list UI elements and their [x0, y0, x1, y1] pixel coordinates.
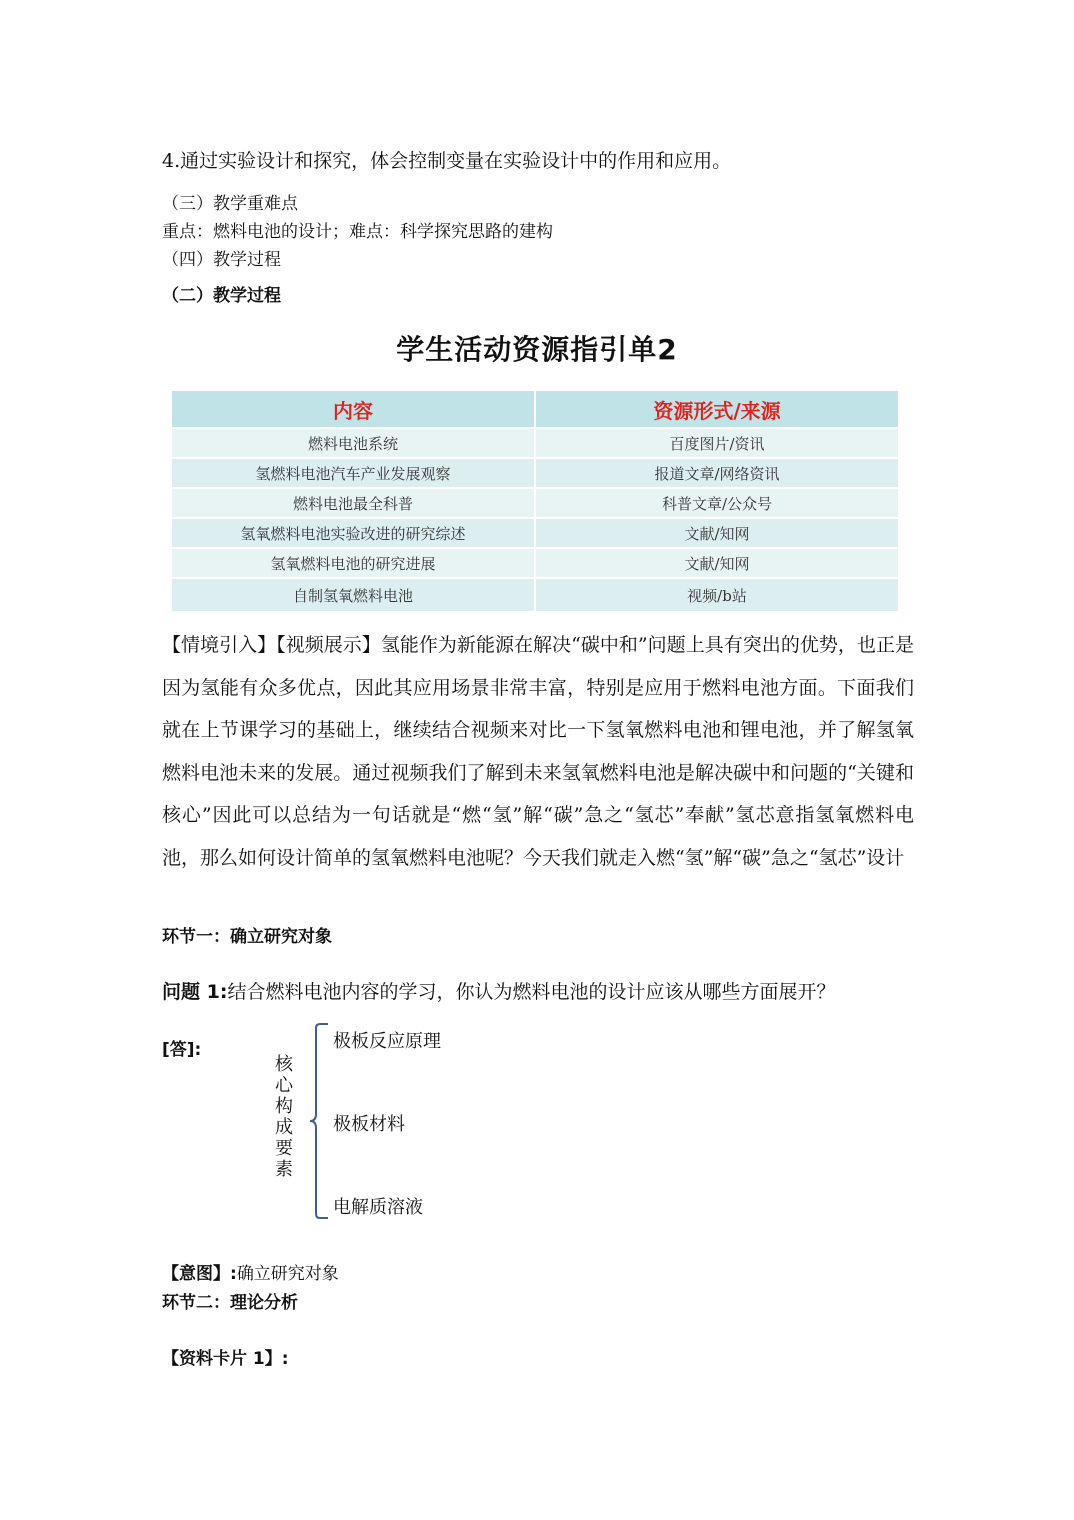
- brace-icon: [310, 1022, 334, 1220]
- key-difficulty-text: 重点：燃料电池的设计；难点：科学探究思路的建构: [162, 222, 553, 242]
- diagram-root-label: 核心构成要素: [275, 1054, 293, 1180]
- step2-heading: 环节二：理论分析: [162, 1293, 298, 1313]
- header-source: 资源形式/来源: [535, 390, 899, 428]
- table-row: [171, 428, 899, 458]
- table-row: [171, 578, 899, 612]
- table-cell-source: 百度图片/资讯: [535, 428, 899, 458]
- section-heading-process-4: （四）教学过程: [162, 250, 281, 270]
- answer-label: [答]:: [162, 1040, 202, 1060]
- table-cell-source: 报道文章/网络资讯: [535, 458, 899, 488]
- table-header-row: [171, 390, 899, 428]
- header-content: 内容: [171, 390, 535, 428]
- table-cell-content: 燃料电池最全科普: [171, 488, 535, 518]
- section-heading-process-2: （二）教学过程: [162, 286, 281, 306]
- table-row: [171, 548, 899, 578]
- section-heading-difficulties: （三）教学重难点: [162, 194, 298, 214]
- intent-line: [162, 1259, 339, 1284]
- branch-electrode-material: 极板材料: [333, 1114, 405, 1135]
- table-row: [171, 458, 899, 488]
- step1-heading: 环节一：确立研究对象: [162, 927, 332, 947]
- branch-electrode-reaction: 极板反应原理: [333, 1031, 441, 1052]
- intro-paragraph: 【情境引入】【视频展示】氢能作为新能源在解决“碳中和”问题上具有突出的优势，也正是因为氢能有众多优点，因此其应用场景非常丰富，特别是应用于燃料电池方面。下面我们就在上节课学习的基础上，继续结合视频来对比一下氢氧燃料电池和锂电池，并了解氢氧燃料电池未来的发展。通过视频我们了解到未来氢氧燃料电池是解决碳中和问题的“关键和核心”因此可以总结为一句话就是“燃“氢”解“碳”急之“氢芯”奉献”氢芯意指氢氧燃料电池，那么如何设计简单的氢氧燃料电池呢？今天我们就走入燃“氢”解“碳”急之“氢芯”设计: [162, 634, 914, 869]
- table-cell-source: 科普文章/公众号: [535, 488, 899, 518]
- question-1: [162, 977, 835, 1004]
- resource-sheet-title: 学生活动资源指引单2: [396, 333, 678, 366]
- branch-electrolyte: 电解质溶液: [333, 1197, 423, 1218]
- table-row: [171, 518, 899, 548]
- objective-item-4: 4.通过实验设计和探究，体会控制变量在实验设计中的作用和应用。: [162, 150, 732, 172]
- table-cell-source: 文献/知网: [535, 548, 899, 578]
- table-cell-content: 氢氧燃料电池的研究进展: [171, 548, 535, 578]
- table-cell-source: 视频/b站: [535, 578, 899, 612]
- table-cell-content: 自制氢氧燃料电池: [171, 578, 535, 612]
- table-cell-content: 氢燃料电池汽车产业发展观察: [171, 458, 535, 488]
- resource-table: [170, 389, 900, 613]
- table-cell-content: 氢氧燃料电池实验改进的研究综述: [171, 518, 535, 548]
- intent-label: 【意图】:: [162, 1264, 237, 1284]
- intent-text: 确立研究对象: [236, 1264, 339, 1284]
- question-text: 结合燃料电池内容的学习，你认为燃料电池的设计应该从哪些方面展开？: [227, 981, 836, 1003]
- table-cell-source: 文献/知网: [535, 518, 899, 548]
- question-label: 问题 1:: [162, 981, 228, 1003]
- material-card-label: 【资料卡片 1】:: [162, 1349, 289, 1369]
- table-cell-content: 燃料电池系统: [171, 428, 535, 458]
- table-row: [171, 488, 899, 518]
